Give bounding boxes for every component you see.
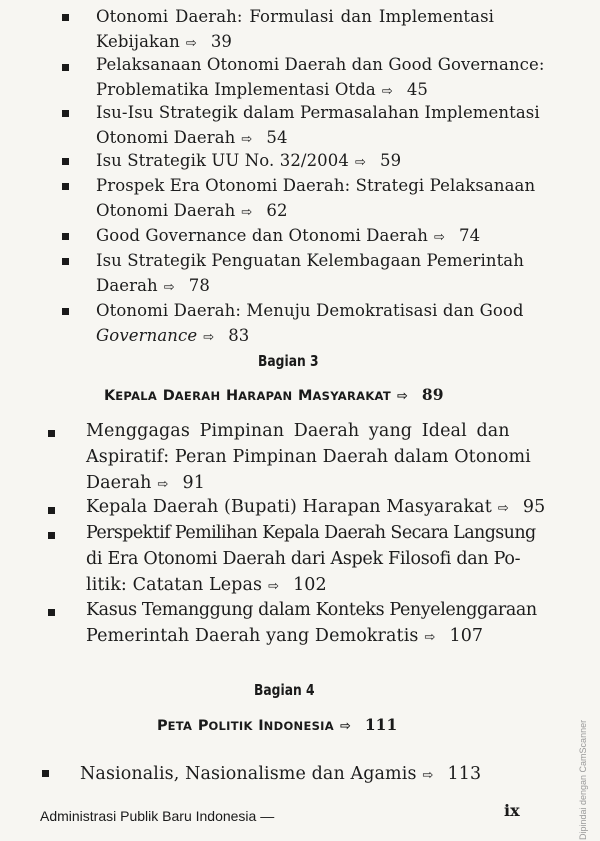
toc-entry-line: Isu-Isu Strategik dalam Permasalahan Implementasi (96, 103, 540, 122)
bullet-icon (62, 308, 69, 315)
page-number: 78 (188, 276, 210, 295)
arrow-right-icon: ⇨ (268, 579, 280, 594)
running-footer-title: Administrasi Publik Baru Indonesia — (40, 808, 275, 824)
bullet-icon (62, 258, 69, 265)
toc-entry-line: Daerah (96, 276, 158, 295)
arrow-right-icon: ⇨ (339, 719, 351, 734)
toc-entry-line: Kepala Daerah (Bupati) Harapan Masyarakat (86, 497, 492, 517)
page-number: 102 (293, 575, 327, 595)
page-number: 83 (228, 326, 250, 345)
arrow-right-icon: ⇨ (354, 155, 366, 170)
toc-entry-line: Problematika Implementasi Otda (96, 80, 376, 99)
bullet-icon (48, 609, 55, 616)
toc-entry-line: Good Governance dan Otonomi Daerah (96, 226, 428, 245)
page-number: 62 (266, 201, 288, 220)
arrow-right-icon: ⇨ (203, 330, 215, 345)
scanner-watermark: Dipindai dengan CamScanner (578, 719, 588, 840)
arrow-right-icon: ⇨ (497, 501, 509, 516)
page-number: 59 (379, 151, 402, 170)
bullet-icon (62, 158, 69, 165)
toc-entry-line: Kebijakan (96, 32, 180, 51)
page-number: ix (504, 801, 520, 820)
toc-entry-line: Isu Strategik Penguatan Kelembagaan Pemerintah (96, 251, 524, 270)
toc-entry-line: Otonomi Daerah: Formulasi dan Implementasi (96, 7, 495, 26)
page-number: 39 (210, 32, 233, 51)
toc-entry-line: Nasionalis, Nasionalisme dan Agamis (80, 764, 417, 784)
bullet-icon (62, 233, 69, 240)
arrow-right-icon: ⇨ (433, 230, 445, 245)
toc-entry-line: Kasus Temanggung dalam Konteks Penyelenggaraan (86, 600, 537, 620)
part-heading: Bagian 4 (254, 681, 315, 699)
arrow-right-icon: ⇨ (397, 389, 408, 404)
arrow-right-icon: ⇨ (241, 132, 253, 147)
toc-entry-line: Aspiratif: Peran Pimpinan Daerah dalam Otonomi (86, 447, 531, 467)
bullet-icon (62, 110, 69, 117)
toc-entry-line: Otonomi Daerah: Menuju Demokratisasi dan Good (96, 301, 524, 320)
page-number: 113 (447, 764, 482, 784)
page-number: 95 (522, 497, 546, 517)
bullet-icon (48, 507, 55, 514)
section-heading[interactable]: KEPALA DAERAH HARAPAN MASYARAKAT ⇨ 89 (104, 385, 444, 404)
toc-entry-line: Daerah (86, 473, 152, 493)
toc-entry-line: Pelaksanaan Otonomi Daerah dan Good Governance: (96, 55, 545, 74)
bullet-icon (48, 532, 55, 539)
toc-entry-line: Menggagas Pimpinan Daerah yang Ideal dan (86, 421, 510, 441)
page-number: 74 (458, 226, 481, 245)
toc-entry-line: Governance (96, 326, 198, 345)
toc-entry-line: Perspektif Pemilihan Kepala Daerah Secara Langsung (86, 523, 536, 543)
page-number: 91 (182, 473, 205, 493)
toc-entry-line: litik: Catatan Lepas (86, 575, 263, 595)
toc-entry-line: Pemerintah Daerah yang Demokratis (86, 626, 419, 646)
bullet-icon (42, 770, 49, 777)
page-number: 89 (421, 385, 444, 404)
bullet-icon (62, 64, 69, 71)
toc-entry-line: Otonomi Daerah (96, 201, 236, 220)
bullet-icon (62, 14, 69, 21)
page-number: 54 (266, 128, 288, 147)
page-number: 45 (406, 80, 429, 99)
toc-entry-line: Prospek Era Otonomi Daerah: Strategi Pelaksanaan (96, 176, 536, 195)
arrow-right-icon: ⇨ (381, 84, 393, 99)
page-number: 111 (364, 715, 398, 734)
arrow-right-icon: ⇨ (185, 36, 197, 51)
section-heading[interactable]: PETA POLITIK INDONESIA ⇨ 111 (157, 715, 398, 734)
toc-entry-line: Otonomi Daerah (96, 128, 236, 147)
toc-entry-line: di Era Otonomi Daerah dari Aspek Filosofi dan Po- (86, 549, 521, 569)
toc-entry-line: Isu Strategik UU No. 32/2004 (96, 151, 349, 170)
bullet-icon (48, 430, 55, 437)
arrow-right-icon: ⇨ (241, 205, 253, 220)
part-heading: Bagian 3 (258, 352, 319, 370)
bullet-icon (62, 183, 69, 190)
arrow-right-icon: ⇨ (424, 630, 436, 645)
arrow-right-icon: ⇨ (157, 477, 169, 492)
page-number: 107 (449, 626, 484, 646)
arrow-right-icon: ⇨ (163, 280, 175, 295)
arrow-right-icon: ⇨ (422, 768, 434, 783)
